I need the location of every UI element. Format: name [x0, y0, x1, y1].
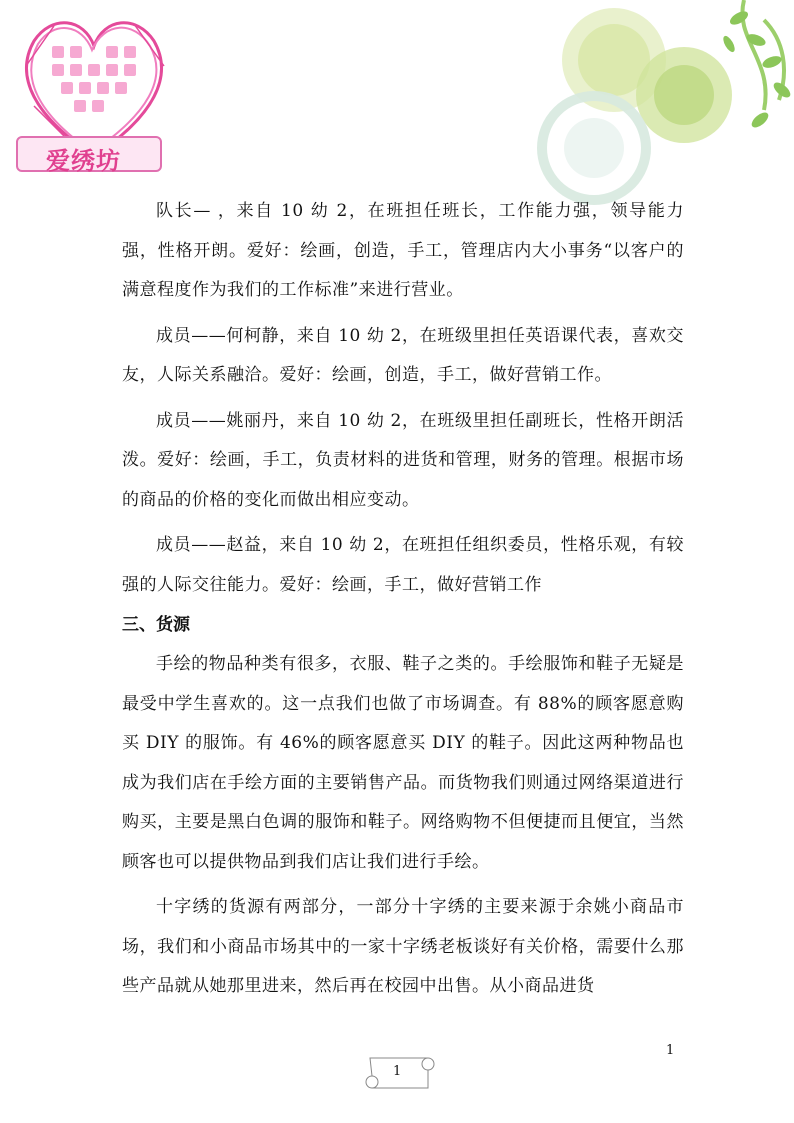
- paragraph-member-zhao: 成员——赵益，来自 10 幼 2，在班担任组织委员，性格乐观，有较强的人际交往能力。爱好：绘画，手工，做好营销工作: [122, 535, 684, 595]
- section-title-supply: 三、货源: [122, 615, 190, 635]
- paragraph-member-he: 成员——何柯静，来自 10 幼 2，在班级里担任英语课代表，喜欢交友，人际关系融洽。爱好：绘画，创造，手工，做好营销工作。: [122, 325, 684, 385]
- brand-name: 爱绣坊: [46, 147, 121, 175]
- paragraph-supply-painting: 手绘的物品种类有很多，衣服、鞋子之类的。手绘服饰和鞋子无疑是最受中学生喜欢的。这一点我们也做了市场调查。有 88%的顾客愿意购买 DIY 的服饰。有 46%的顾客愿意买 DIY 的鞋子。因此这两种物品也成为我们店在手绘方面的主要销售产品。而货物我们则通过网络渠道进行购买，主要是黑白色调的服饰和鞋子。网络购物不但便捷而且便宜，当然顾客也可以提供物品到我们店让我们进行手绘。: [122, 654, 684, 872]
- document-body: [122, 192, 684, 1007]
- paragraph-team-leader: 队长— ，来自 10 幼 2，在班担任班长，工作能力强，领导能力强，性格开朗。爱好：绘画，创造，手工，管理店内大小事务“以客户的满意程度作为我们的工作标准”来进行营业。: [122, 201, 684, 300]
- paragraph-member-yao: 成员——姚丽丹，来自 10 幼 2，在班级里担任副班长，性格开朗活泼。爱好：绘画，手工，负责材料的进货和管理，财务的管理。根据市场的商品的价格的变化而做出相应变动。: [122, 410, 684, 510]
- scroll-page-number: 1: [393, 1064, 402, 1079]
- page-number: 1: [666, 1043, 675, 1058]
- paragraph-supply-cross-stitch: 十字绣的货源有两部分，一部分十字绣的主要来源于余姚小商品市场，我们和小商品市场其中的一家十字绣老板谈好有关价格，需要什么那些产品就从她那里进来，然后再在校园中出售。从小商品进货: [122, 897, 684, 996]
